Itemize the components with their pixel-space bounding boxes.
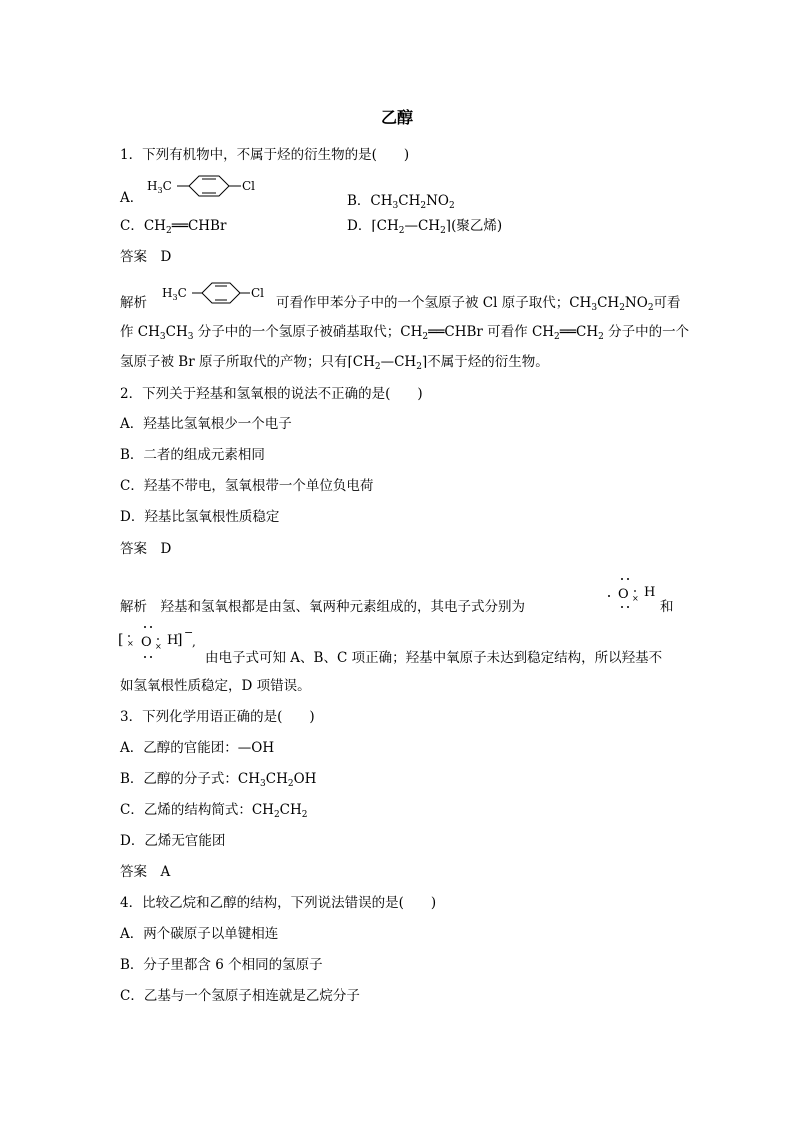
svg-text:]: ] [177,632,183,648]
svg-text:[: [ [118,632,124,648]
hydroxyl-h-label: H [644,585,656,600]
q2-option-b: B．二者的组成元素相同 [120,447,265,463]
hydroxyl-dot-structure-icon [604,574,660,614]
hydroxyl-o-label: O [618,587,629,602]
q1-answer: 答案 D [120,249,172,265]
q2-stem: 2．下列关于羟基和氢氧根的说法不正确的是( ) [120,386,423,402]
methyl-text-a: $H_3C$ [147,179,172,195]
hydroxide-electron-formula [118,622,210,666]
svg-text:×: × [127,639,134,648]
q1-analysis-line2: 作 $CH_3CH_3$ 分子中的一个氢原子被硝基取代；$CH_2══CHBr$ 可看作 $CH_2══CH_2$ 分子中的一个 [120,324,690,342]
q1-analysis-structure [162,280,277,308]
q4-stem: 4．比较乙烷和乙醇的结构，下列说法错误的是( ) [120,895,437,911]
q4-option-b: B．分子里都含 6 个相同的氢原子 [120,957,323,973]
chlorotoluene-structure-icon [162,280,277,308]
q3-option-b: B．乙醇的分子式：$CH_3CH_2OH$ [120,771,317,789]
q2-analysis-line1: 解析 羟基和氢氧根都是由氢、氧两种元素组成的，其电子式分别为 [120,599,525,615]
q3-option-a: A．乙醇的官能团：—OH [120,740,275,756]
q1-analysis-label: 解析 [120,295,147,311]
polymer-bracket-open-icon: ⌈ [347,354,353,370]
q3-stem: 3．下列化学用语正确的是( ) [120,709,315,725]
methyl-text-analysis: $H_3C$ [162,286,187,302]
q1-analysis-line1: 可看作甲苯分子中的一个氢原子被 Cl 原子取代；$CH_3CH_2NO_2$可看 [276,295,681,313]
q2-option-d: D．羟基比氢氧根性质稳定 [120,509,280,525]
polymer-bracket-close-icon: ⌉ [445,218,452,234]
q2-answer: 答案 D [120,541,172,557]
q2-option-a: A．羟基比氢氧根少一个电子 [120,416,292,432]
svg-text:−: − [184,626,194,639]
q2-option-c: C．羟基不带电，氢氧根带一个单位负电荷 [120,478,374,494]
hydroxide-o-label: O [141,635,152,650]
page-title: 乙醇 [380,108,413,127]
q1-option-d: D．$⌈CH_2—CH_2⌉$(聚乙烯) [347,218,503,236]
q1-option-a-label: A． [120,190,144,206]
svg-text:,: , [192,635,196,649]
polymer-bracket-open-icon: ⌈ [371,218,377,234]
q3-answer: 答案 A [120,864,171,880]
q1-stem: 1．下列有机物中，不属于烃的衍生物的是( ) [120,147,410,163]
svg-text:×: × [632,594,639,603]
hydroxide-dot-structure-icon [118,622,210,662]
q1-option-a-structure [145,172,270,202]
q2-analysis-and: 和 [660,599,674,615]
chloro-text-a: Cl [242,179,256,193]
q2-analysis-line3: 如氢氧根性质稳定，D 项错误。 [120,678,311,694]
q3-option-c: C．乙烯的结构简式：$CH_2CH_2$ [120,802,308,820]
q2-analysis-line2: 由电子式可知 A、B、C 项正确；羟基中氧原子未达到稳定结构，所以羟基不 [205,650,663,666]
chloro-text-analysis: Cl [251,286,265,300]
q3-option-d: D．乙烯无官能团 [120,833,226,849]
q4-option-a: A．两个碳原子以单键相连 [120,926,279,942]
hydroxyl-electron-formula [604,574,660,618]
svg-text:×: × [155,642,162,651]
q4-option-c: C．乙基与一个氢原子相连就是乙烷分子 [120,988,360,1004]
q1-option-b: B．$CH_3CH_2NO_2$ [347,193,455,211]
q1-analysis-line3: 氢原子被 Br 原子所取代的产物；只有$⌈CH_2—CH_2⌉$不属于烃的衍生物。 [120,354,549,372]
hydroxide-h-label: H [167,633,179,648]
q1-option-c: C．$CH_2══CHBr$ [120,218,227,236]
chlorotoluene-structure-icon [145,172,270,202]
polymer-bracket-close-icon: ⌉ [421,354,428,370]
